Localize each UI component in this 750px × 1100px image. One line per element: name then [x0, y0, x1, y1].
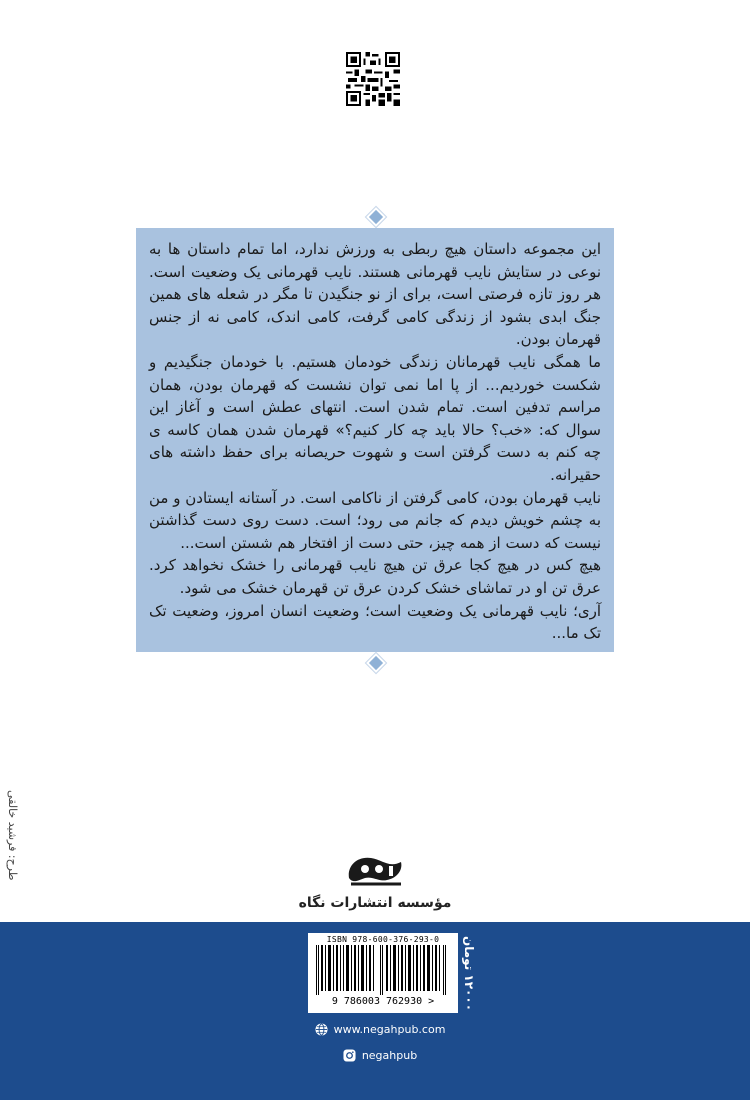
blurb-paragraph: نایب قهرمان بودن، کامی گرفتن از ناکامی است. در آستانه ایستادن و من به چشم خویش دیدم که جانم می رود؛ است. دست روی دست گذاشتن نیست که دست از همه چیز، حتی دست از افتخار هم شستن است... — [149, 488, 601, 552]
isbn-label: ISBN 978-600-376-293-0 — [326, 935, 440, 944]
designer-credit: طرح: فرشید خالقی — [6, 790, 19, 881]
blurb-paragraph: آری؛ نایب قهرمانی یک وضعیت است؛ وضعیت انسان امروز، وضعیت تک تک ما... — [149, 601, 601, 643]
isbn-digits: 9 786003 762930 > — [331, 996, 435, 1007]
ornament-diamond-top — [366, 207, 386, 227]
instagram-handle[interactable]: negahpub — [361, 1048, 418, 1062]
back-cover-blurb — [136, 228, 614, 652]
blurb-paragraph: ما همگی نایب قهرمانان زندگی خودمان هستیم. با خودمان جنگیدیم و شکست خوردیم... از پا اما نمی توان نشست که قهرمان بودن، همان مراسم تدفین است. تمام شدن است. انتهای عطش است و آغاز این سوال که: «خب؟ حالا باید چه کار کنیم؟» قهرمان شدن همان کاسه ی چه کنم به دست گرفتن است و شهوت حریصانه برای حفظ داشته های حقیرانه. — [149, 352, 601, 484]
blurb-paragraph: این مجموعه داستان هیچ ربطی به ورزش ندارد، اما تمام داستان ها به نوعی در ستایش نایب قهرمانی هستند. نایب قهرمانی یک وضعیت است. هر روز تازه فرصتی است، برای از نو جنگیدن تا مگر در شعله های همین جنگ ابدی بشود از زندگی کامی گرفت، کامی اندک، کامی نه از جنس قهرمان بودن. — [149, 240, 601, 349]
price-label: ۱۲۰۰۰ تومان — [462, 936, 476, 1012]
blurb-paragraph: هیچ کس در هیچ کجا عرق تن هیچ نایب قهرمانی را خشک نخواهد کرد. عرق تن او در تماشای خشک کردن عرق تن قهرمان خشک می شود. — [149, 556, 601, 597]
instagram-row[interactable] — [300, 1047, 460, 1063]
isbn-barcode — [308, 933, 458, 1013]
barcode-bars — [312, 945, 452, 995]
instagram-icon — [343, 1049, 356, 1062]
website-link[interactable]: www.negahpub.com — [333, 1022, 446, 1036]
publisher-logo — [343, 848, 409, 892]
website-row[interactable] — [300, 1021, 460, 1037]
ornament-diamond-bottom — [366, 653, 386, 673]
qr-code-icon — [346, 52, 400, 106]
publisher-name: مؤسسه انتشارات نگاه — [298, 895, 452, 911]
globe-icon — [315, 1023, 328, 1036]
